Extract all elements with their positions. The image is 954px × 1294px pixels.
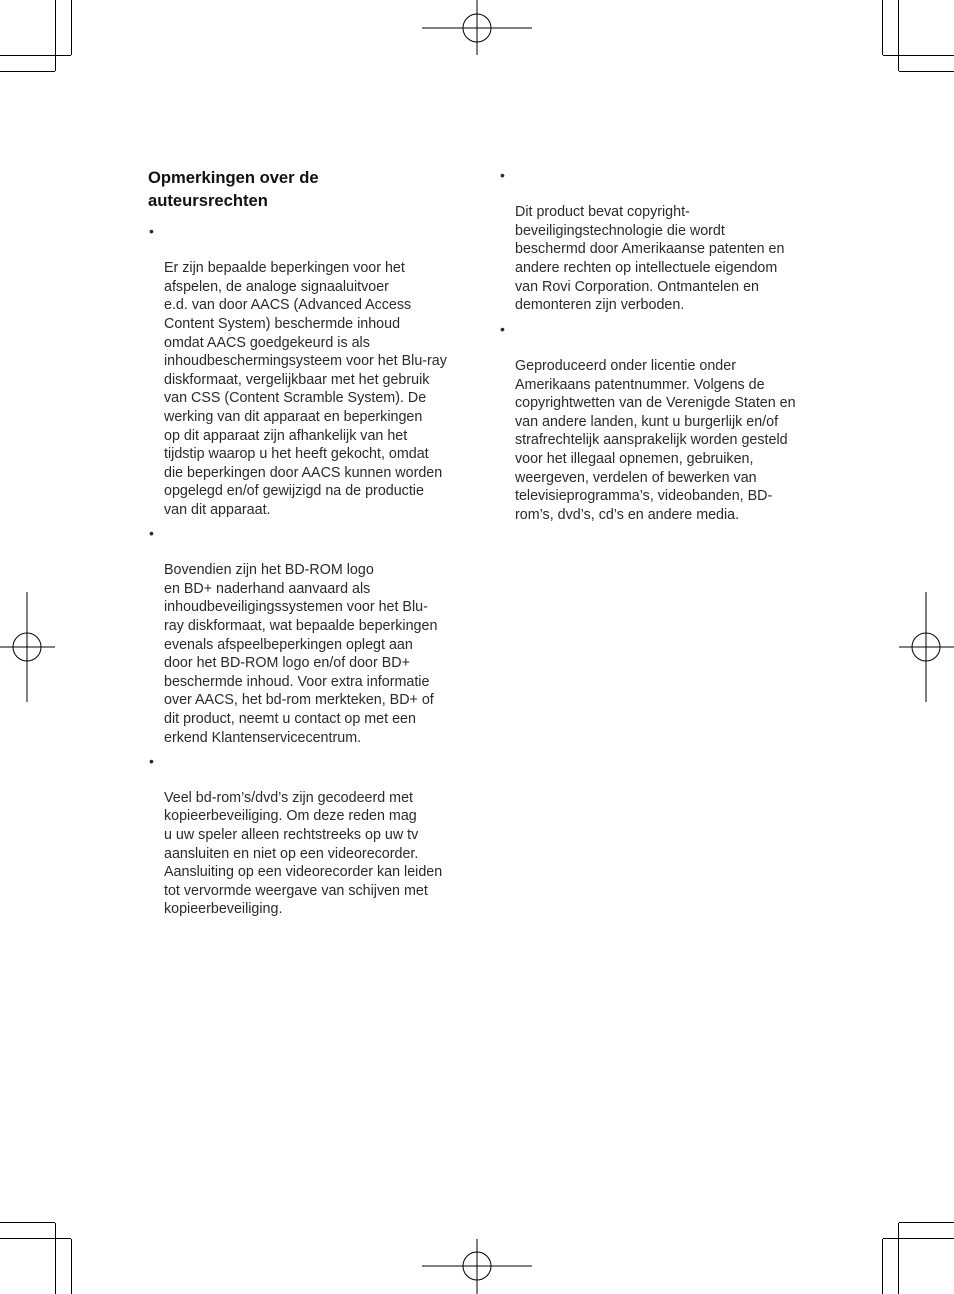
bullet-icon: •: [500, 320, 505, 337]
section-heading: Opmerkingen over de auteursrechten: [148, 168, 319, 210]
bullet-list-left: [148, 222, 470, 919]
registration-target-left: [0, 592, 55, 702]
list-item-text: Dit product bevat copyright- beveiligingstechnologie die wordt beschermd door Amerikaanse patenten en andere rechten op intellectuele eigendom van Rovi Corporation. Ontmantelen en demonteren zijn verboden.: [515, 204, 785, 314]
registration-target-right: [899, 592, 954, 702]
list-item-text: Bovendien zijn het BD-ROM logo en BD+ naderhand aanvaard als inhoudbeveiligingssystemen voor het Blu- ray diskformaat, wat bepaalde beperkingen evenals afspeelbeperkingen oplegt aan door het BD-ROM logo en/of door BD+ beschermde inhoud. Voor extra informatie over AACS, het bd-rom merkteken, BD+ of dit product, neemt u contact op met een erkend Klantenservicecentrum.: [164, 562, 438, 746]
list-item: [148, 524, 470, 747]
list-item: [148, 752, 470, 919]
list-item: [499, 320, 817, 525]
registration-target-top: [422, 0, 532, 55]
right-column: [499, 166, 817, 529]
crop-mark-top-right: [883, 0, 954, 72]
list-item-text: Geproduceerd onder licentie onder Amerikaans patentnummer. Volgens de copyrightwetten van de Verenigde Staten en van andere landen, kunt u burgerlijk en/of strafrechtelijk aansprakelijk worden gesteld voor het illegaal opnemen, gebruiken, weergeven, verdelen of bewerken van televisieprogramma’s, videobanden, BD- rom’s, dvd’s, cd’s en andere media.: [515, 357, 796, 523]
list-item: [148, 222, 470, 520]
list-item-text: Veel bd-rom’s/dvd’s zijn gecodeerd met kopieerbeveiliging. Om deze reden mag u uw speler alleen rechtstreeks op uw tv aansluiten en niet op een videorecorder. Aansluiting op een videorecorder kan leiden tot vervormde weergave van schijven met kopieerbeveiliging.: [164, 789, 443, 918]
crop-mark-bottom-left: [0, 1223, 72, 1294]
list-item-text: Er zijn bepaalde beperkingen voor het afspelen, de analoge signaaluitvoer e.d. van door AACS (Advanced Access Content System) beschermde inhoud omdat AACS goedgekeurd is als inhoudbeschermingsysteem voor het Blu-ray diskformaat, vergelijkbaar met het gebruik van CSS (Content Scramble System). De werking van dit apparaat en beperkingen op dit apparaat zijn afhankelijk van het tijdstip waarop u het heeft gekocht, omdat die beperkingen door AACS kunnen worden opgelegd en/of gewijzigd na de productie van dit apparaat.: [164, 260, 447, 518]
left-column: [148, 166, 470, 923]
bullet-icon: •: [149, 223, 154, 239]
crop-mark-top-left: [0, 0, 72, 72]
bullet-list-right: [499, 166, 817, 524]
list-item: [499, 166, 817, 315]
bullet-icon: •: [500, 167, 505, 183]
registration-target-bottom: [422, 1239, 532, 1294]
crop-mark-bottom-right: [883, 1223, 954, 1294]
bullet-icon: •: [149, 752, 154, 769]
bullet-icon: •: [149, 525, 154, 541]
